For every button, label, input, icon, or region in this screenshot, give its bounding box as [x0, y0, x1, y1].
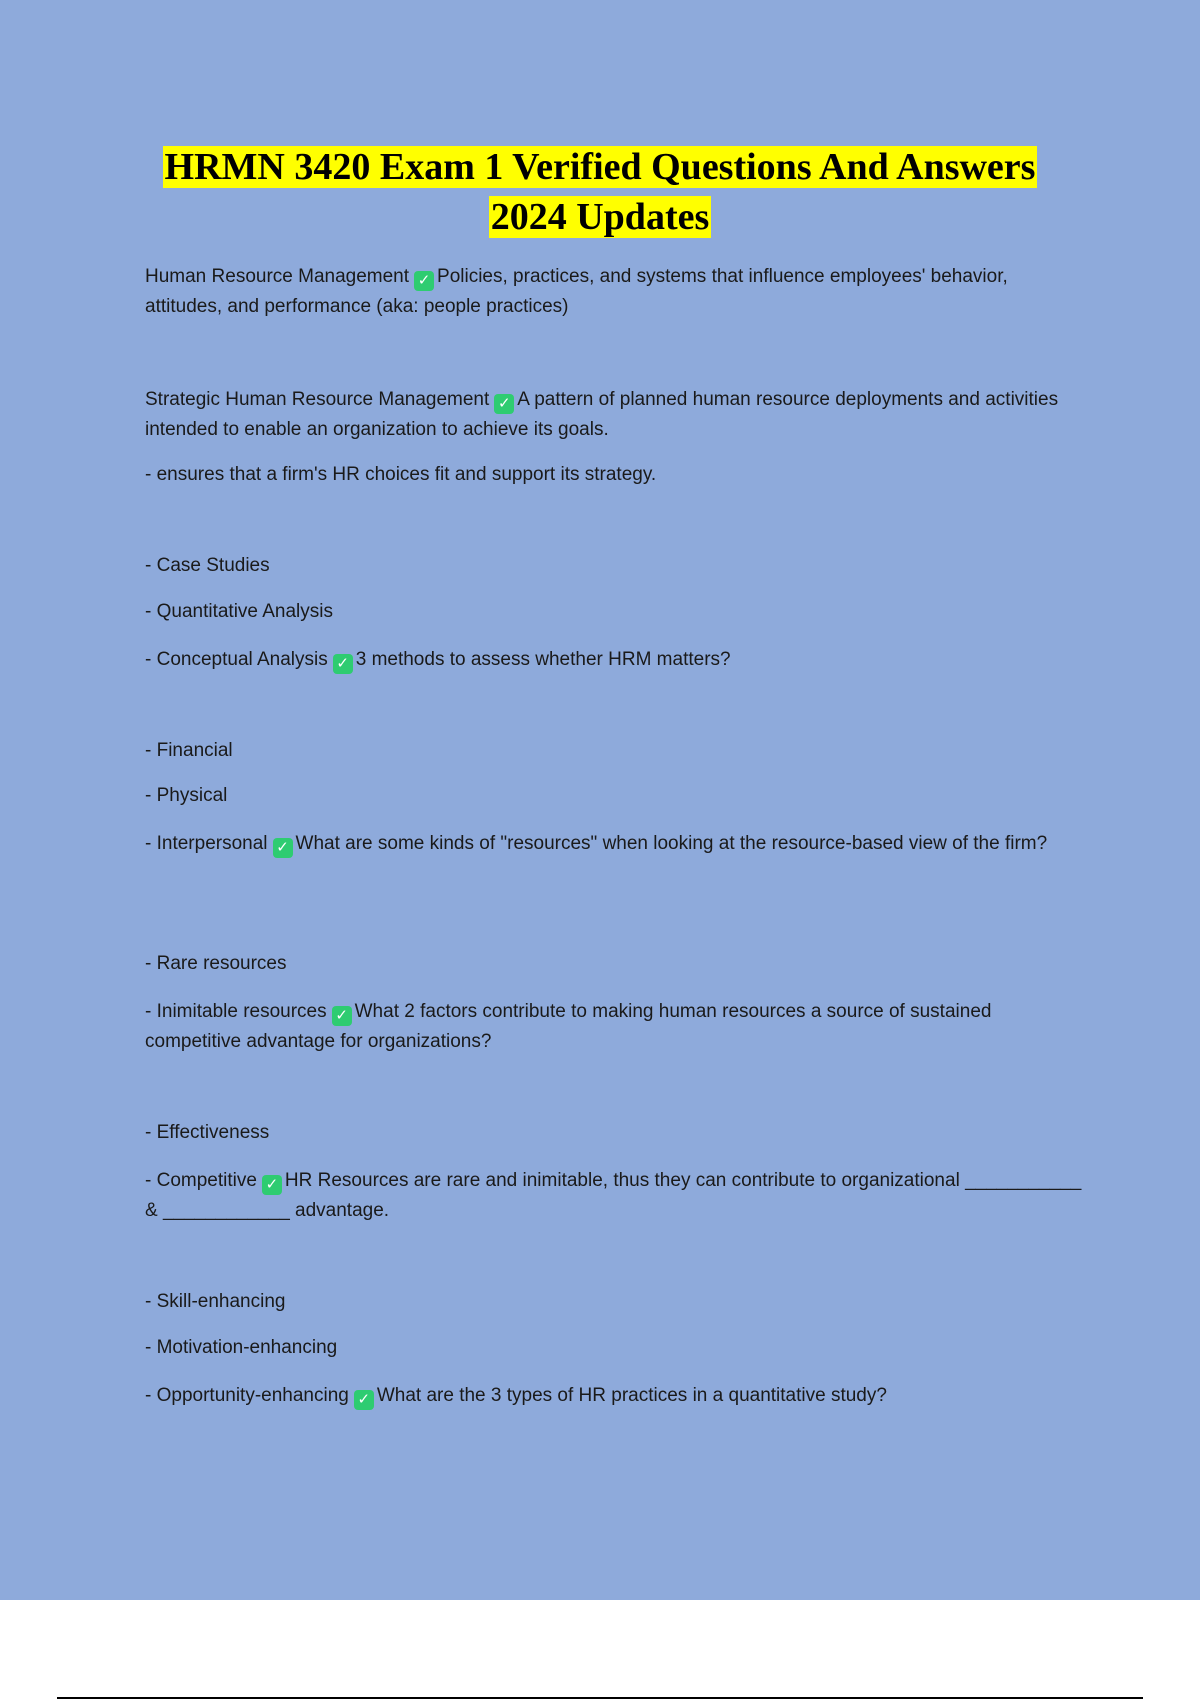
- list-item: - Effectiveness: [145, 1122, 270, 1143]
- list-item: - Motivation-enhancing: [145, 1337, 338, 1358]
- flashcard: [145, 1166, 1085, 1226]
- flashcard: [145, 1381, 1085, 1411]
- card-definition: A pattern of planned human resource deployments and activities intended to enable an organization to achieve its goals.: [145, 389, 1059, 440]
- document-title: [100, 142, 1100, 242]
- check-mark-icon: ✓: [332, 1006, 352, 1026]
- list-item: - Rare resources: [145, 953, 287, 974]
- flashcard: [145, 829, 1085, 859]
- card-term: - Opportunity-enhancing: [145, 1385, 349, 1406]
- card-term: Strategic Human Resource Management: [145, 389, 490, 410]
- card-term: - Competitive: [145, 1170, 257, 1191]
- check-mark-icon: ✓: [494, 394, 514, 414]
- card-term: Human Resource Management: [145, 266, 410, 287]
- card-definition: What are some kinds of "resources" when looking at the resource-based view of the firm?: [295, 833, 1048, 854]
- check-mark-icon: ✓: [414, 271, 434, 291]
- check-mark-icon: ✓: [262, 1175, 282, 1195]
- card-term: - Inimitable resources: [145, 1001, 327, 1022]
- card-definition: What 2 factors contribute to making human resources a source of sustained competitive advantage for organizations?: [145, 1001, 992, 1052]
- card-definition: What are the 3 types of HR practices in a quantitative study?: [376, 1385, 887, 1406]
- card-term: - Interpersonal: [145, 833, 268, 854]
- card-definition: Policies, practices, and systems that influence employees' behavior, attitudes, and performance (aka: people practices): [145, 266, 1008, 317]
- title-line-1: HRMN 3420 Exam 1 Verified Questions And Answers: [164, 146, 1036, 188]
- card-definition: HR Resources are rare and inimitable, thus they can contribute to organizational ___________ & ____________ advantage.: [145, 1170, 1082, 1221]
- list-item: - Physical: [145, 785, 228, 806]
- card-extra-line: - ensures that a firm's HR choices fit and support its strategy.: [145, 464, 657, 485]
- card-term: - Conceptual Analysis: [145, 649, 328, 670]
- flashcard: [145, 385, 1085, 445]
- list-item: - Financial: [145, 740, 233, 761]
- title-line-2: 2024 Updates: [490, 196, 710, 238]
- card-definition: 3 methods to assess whether HRM matters?: [355, 649, 731, 670]
- check-mark-icon: ✓: [354, 1390, 374, 1410]
- list-item: - Case Studies: [145, 555, 270, 576]
- check-mark-icon: ✓: [333, 654, 353, 674]
- flashcard: [145, 997, 1085, 1057]
- flashcard: [145, 262, 1085, 322]
- check-mark-icon: ✓: [273, 838, 293, 858]
- list-item: - Skill-enhancing: [145, 1291, 286, 1312]
- flashcard: [145, 645, 1085, 675]
- list-item: - Quantitative Analysis: [145, 601, 333, 622]
- footer-divider: [57, 1697, 1143, 1699]
